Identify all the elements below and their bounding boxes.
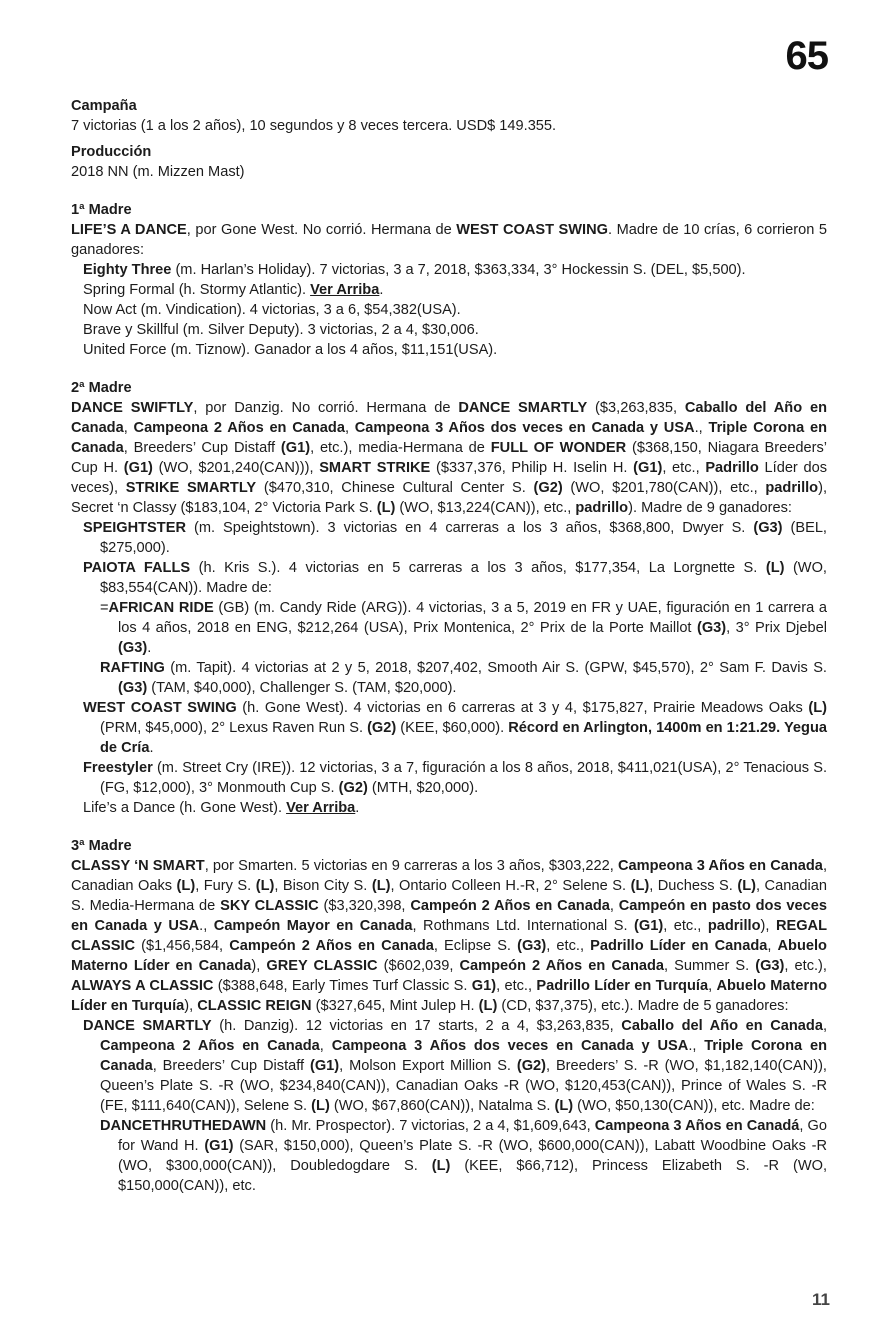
produce-entry: PAIOTA FALLS (h. Kris S.). 4 victorias en 5 carreras a los 3 años, $177,354, La Lorgnette S. (L) (WO, $83,554(CAN)). Madre de:	[83, 560, 827, 596]
catalog-number: 65	[785, 34, 828, 78]
campaign-section	[71, 96, 827, 136]
see-above-link[interactable]: Ver Arriba	[286, 800, 356, 816]
campaign-heading: Campaña	[71, 98, 137, 114]
produce-entry: Life’s a Dance (h. Gone West). Ver Arriba.	[83, 800, 360, 816]
produce-entry: WEST COAST SWING (h. Gone West). 4 victorias en 6 carreras at 3 y 4, $175,827, Prairie Meadows Oaks (L) (PRM, $45,000), 2° Lexus Raven Run S. (G2) (KEE, $60,000). Récord en Arlington, 1400m en 1:21.29. Yegua de Cría.	[83, 700, 827, 756]
grand-produce-entry: =AFRICAN RIDE (GB) (m. Candy Ride (ARG)). 4 victorias, 3 a 5, 2019 en FR y UAE, figuración en 1 carrera a los 4 años, 2018 en ENG, $212,264 (USA), Prix Montenica, 2° Prix de la Porte Maillot (G3), 3° Prix Djebel (G3).	[100, 600, 828, 656]
production-section	[71, 142, 827, 182]
third-dam-section	[71, 836, 827, 1196]
produce-entry: Spring Formal (h. Stormy Atlantic). Ver Arriba.	[83, 282, 384, 298]
see-above-link[interactable]: Ver Arriba	[310, 282, 380, 298]
produce-entry: Freestyler (m. Street Cry (IRE)). 12 victorias, 3 a 7, figuración a los 8 años, 2018, $411,021(USA), 2° Tenacious S. (FG, $12,000), 3° Monmouth Cup S. (G2) (MTH, $20,000).	[83, 760, 827, 796]
produce-entry: DANCE SMARTLY (h. Danzig). 12 victorias en 17 starts, 2 a 4, $3,263,835, Caballo del Año en Canada, Campeona 2 Años en Canada, Campeona 3 Años dos veces en Canada y USA., Triple Corona en Canada, Breeders’ Cup Distaff (G1), Molson Export Million S. (G2), Breeders’ S. -R (WO, $1,182,140(CAN)), Queen’s Plate S. -R (WO, $234,840(CAN)), Canadian Oaks -R (WO, $120,453(CAN)), Prince of Wales S. -R (FE, $111,640(CAN)), Selene S. (L) (WO, $67,860(CAN)), Natalma S. (L) (WO, $50,130(CAN)), etc. Madre de:	[83, 1018, 828, 1114]
third-dam-intro: CLASSY ‘N SMART, por Smarten. 5 victorias en 9 carreras a los 3 años, $303,222, Campeona 3 Años en Canada, Canadian Oaks (L), Fury S. (L), Bison City S. (L), Ontario Colleen H.-R, 2° Selene S. (L), Duchess S. (L), Canadian S. Media-Hermana de SKY CLASSIC ($3,320,398, Campeón 2 Años en Canada, Campeón en pasto dos veces en Canada y USA., Campeón Mayor en Canada, Rothmans Ltd. International S. (G1), etc., padrillo), REGAL CLASSIC ($1,456,584, Campeón 2 Años en Canada, Eclipse S. (G3), etc., Padrillo Líder en Canada, Abuelo Materno Líder en Canada), GREY CLASSIC ($602,039, Campeón 2 Años en Canada, Summer S. (G3), etc.), ALWAYS A CLASSIC ($388,648, Early Times Turf Classic S. G1), etc., Padrillo Líder en Turquía, Abuelo Materno Líder en Turquía), CLASSIC REIGN ($327,645, Mint Julep H. (L) (CD, $37,375), etc.). Madre de 5 ganadores:	[71, 858, 828, 1014]
pedigree-page-content	[71, 96, 827, 1196]
page-number: 11	[812, 1290, 830, 1309]
first-dam-intro: LIFE’S A DANCE, por Gone West. No corrió. Hermana de WEST COAST SWING. Madre de 10 crías, 6 corrieron 5 ganadores:	[71, 222, 827, 258]
grand-produce-entry: RAFTING (m. Tapit). 4 victorias at 2 y 5, 2018, $207,402, Smooth Air S. (GPW, $45,570), 2° Sam F. Davis S. (G3) (TAM, $40,000), Challenger S. (TAM, $20,000).	[100, 660, 827, 696]
produce-entry: Now Act (m. Vindication). 4 victorias, 3 a 6, $54,382(USA).	[83, 302, 461, 318]
first-dam-heading: 1ª Madre	[71, 202, 132, 218]
production-heading: Producción	[71, 144, 152, 160]
produce-entry: Eighty Three (m. Harlan’s Holiday). 7 victorias, 3 a 7, 2018, $363,334, 3° Hockessin S. (DEL, $5,500).	[83, 262, 746, 278]
produce-entry: United Force (m. Tiznow). Ganador a los 4 años, $11,151(USA).	[83, 342, 498, 358]
second-dam-intro: DANCE SWIFTLY, por Danzig. No corrió. Hermana de DANCE SMARTLY ($3,263,835, Caballo del Año en Canada, Campeona 2 Años en Canada, Campeona 3 Años dos veces en Canada y USA., Triple Corona en Canada, Breeders’ Cup Distaff (G1), etc.), media-Hermana de FULL OF WONDER ($368,150, Niagara Breeders’ Cup H. (G1) (WO, $201,240(CAN))), SMART STRIKE ($337,376, Philip H. Iselin H. (G1), etc., Padrillo Líder dos veces), STRIKE SMARTLY ($470,310, Chinese Cultural Center S. (G2) (WO, $201,780(CAN)), etc., padrillo), Secret ‘n Classy ($183,104, 2° Victoria Park S. (L) (WO, $13,224(CAN)), etc., padrillo). Madre de 9 ganadores:	[71, 400, 828, 516]
third-dam-heading: 3ª Madre	[71, 838, 132, 854]
campaign-text: 7 victorias (1 a los 2 años), 10 segundos y 8 veces tercera. USD$ 149.355.	[71, 118, 557, 134]
second-dam-heading: 2ª Madre	[71, 380, 132, 396]
first-dam-section	[71, 200, 827, 360]
second-dam-section	[71, 378, 827, 818]
grand-produce-entry: DANCETHRUTHEDAWN (h. Mr. Prospector). 7 victorias, 2 a 4, $1,609,643, Campeona 3 Años en Canadá, Go for Wand H. (G1) (SAR, $150,000), Queen’s Plate S. -R (WO, $600,000(CAN)), Labatt Woodbine Oaks -R (WO, $300,000(CAN)), Doubledogdare S. (L) (KEE, $66,712), Princess Elizabeth S. -R (WO, $150,000(CAN)), etc.	[100, 1118, 828, 1194]
produce-entry: Brave y Skillful (m. Silver Deputy). 3 victorias, 2 a 4, $30,006.	[83, 322, 479, 338]
produce-entry: SPEIGHTSTER (m. Speightstown). 3 victorias en 4 carreras a los 3 años, $368,800, Dwyer S. (G3) (BEL, $275,000).	[83, 520, 827, 556]
production-text: 2018 NN (m. Mizzen Mast)	[71, 164, 245, 180]
